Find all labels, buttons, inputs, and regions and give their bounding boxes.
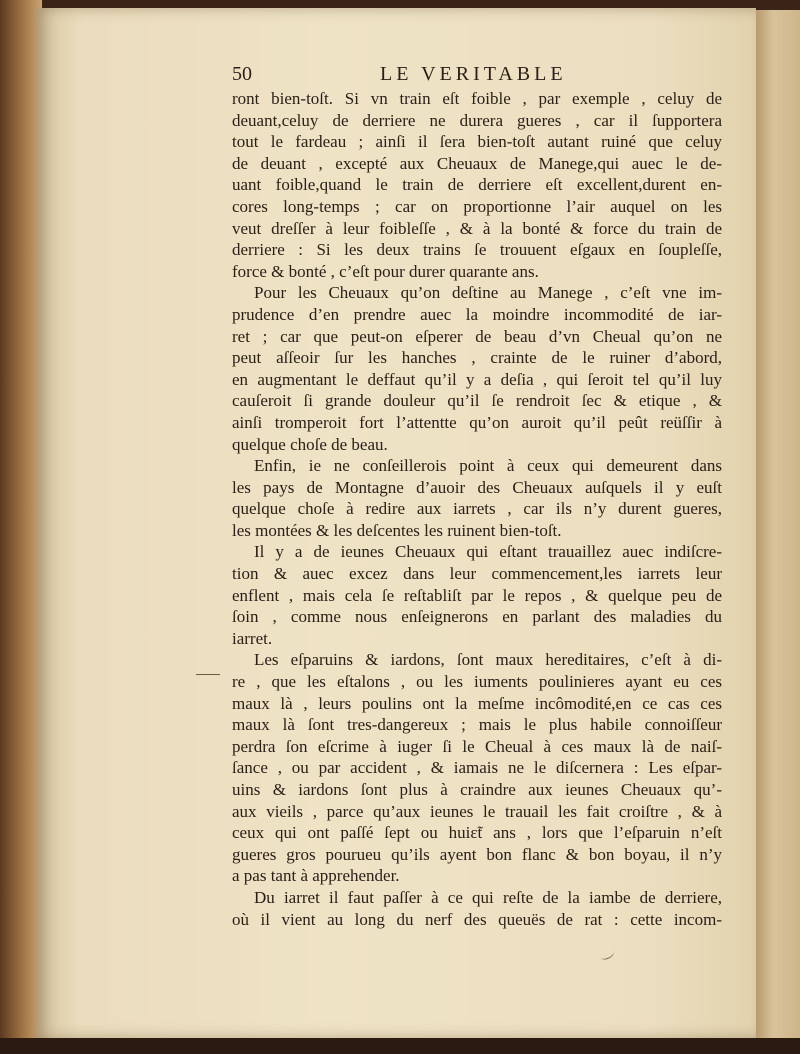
margin-mark: [196, 674, 220, 675]
text-line: quelque choſe à redire aux iarrets , car ils n’y durent gueres,: [232, 499, 722, 519]
page-number: 50: [232, 63, 252, 85]
text-line: en augmentant le deffaut qu’il y a deſia , qui ſeroit tel qu’il luy: [232, 369, 722, 389]
text-line: les montées & les deſcentes les ruinent bien-toſt.: [232, 520, 562, 540]
text-line: gueres gros pourueu qu’ils ayent bon flanc & bon boyau, il n’y: [232, 844, 722, 864]
paragraph-start-line: Pour les Cheuaux qu’on deſtine au Manege , c’eſt vne im-: [254, 283, 722, 303]
text-line: force & bonté , c’eſt pour durer quarante ans.: [232, 261, 539, 281]
text-line: les pays de Montagne d’auoir des Cheuaux auſquels il y euſt: [232, 477, 722, 497]
text-line: cauſeroit ſi grande douleur qu’il ſe rendroit ſec & etique , &: [232, 391, 722, 411]
text-line: aux vieils , parce qu’aux ieunes le trauail les fait croiſtre , & à: [232, 801, 722, 821]
text-line: ceux qui ont paſſé ſept ou huiɛ̃t ans , lors que l’eſparuin n’eſt: [232, 823, 722, 843]
text-line: enflent , mais cela ſe reſtabliſt par le repos , & quelque peu de: [232, 585, 722, 605]
body-text: [232, 88, 722, 930]
paragraph-start-line: Les eſparuins & iardons, ſont maux hereditaires, c’eſt à di-: [254, 650, 722, 670]
facing-page-edge: [756, 10, 800, 1038]
text-line: cores long-temps ; car on proportionne l’air auquel on les: [232, 196, 722, 216]
text-line: derriere : Si les deux trains ſe trouuent eſgaux en ſoupleſſe,: [232, 240, 722, 260]
text-line: a pas tant à apprehender.: [232, 866, 400, 886]
text-line: ſoin , comme nous enſeignerons en parlant des maladies du: [232, 607, 722, 627]
text-line: où il vient au long du nerf des queuës de rat : cette incom-: [232, 909, 722, 929]
text-line: quelque choſe de beau.: [232, 434, 388, 454]
page-header: [232, 63, 722, 89]
text-line: ront bien-toſt. Si vn train eſt foible , par exemple , celuy de: [232, 89, 722, 108]
text-line: prudence d’en prendre auec la moindre incommodité de iar-: [232, 304, 722, 324]
paragraph-start-line: Il y a de ieunes Cheuaux qui eſtant trauaillez auec indiſcre-: [254, 542, 722, 562]
running-title: LE VERITABLE: [380, 63, 567, 85]
text-line: ſance , ou par accident , & iamais ne le diſcernera : Les eſpar-: [232, 758, 722, 778]
paragraph-start-line: Enfin, ie ne conſeillerois point à ceux qui demeurent dans: [254, 456, 722, 476]
text-line: re , que les eſtalons , ou les iuments poulinieres ayant eu ces: [232, 672, 722, 692]
paragraph-start-line: Du iarret il faut paſſer à ce qui reſte de la iambe de derriere,: [254, 887, 722, 907]
book-bottom-edge: [0, 1038, 800, 1054]
text-line: tout le fardeau ; ainſi il ſera bien-toſt autant ruiné que celuy: [232, 132, 722, 152]
text-line: iarret.: [232, 628, 273, 648]
text-line: uins & iardons ſont plus à craindre aux ieunes Cheuaux qu’-: [232, 780, 722, 799]
text-line: perdra ſon eſcrime à iuger ſi le Cheual à ces maux là de naiſ-: [232, 736, 722, 756]
text-line: tion & auec excez dans leur commencement,les iarrets leur: [232, 564, 722, 584]
text-line: maux là , leurs poulins ont la meſme incômodité,en ce cas ces: [232, 693, 722, 713]
text-line: ainſi tromperoit fort l’attentte qu’on auroit qu’il peût reüſſir à: [232, 412, 722, 432]
text-line: peut aſſeoir ſur les hanches , crainte de le ruiner d’abord,: [232, 348, 722, 368]
text-line: deuant,celuy de derriere ne durera gueres , car il ſupportera: [232, 110, 722, 130]
text-line: uant foible,quand le train de derriere eſt excellent,durent en-: [232, 175, 722, 195]
text-line: veut dreſſer à leur foibleſſe , & à la bonté & force du train de: [232, 218, 722, 238]
text-line: ret ; car que peut-on eſperer de beau d’vn Cheual qu’on ne: [232, 326, 722, 346]
text-line: maux là ſont tres-dangereux ; mais le plus habile connoiſſeur: [232, 715, 722, 735]
text-line: de deuant , excepté aux Cheuaux de Manege,qui auec le de-: [232, 153, 722, 173]
